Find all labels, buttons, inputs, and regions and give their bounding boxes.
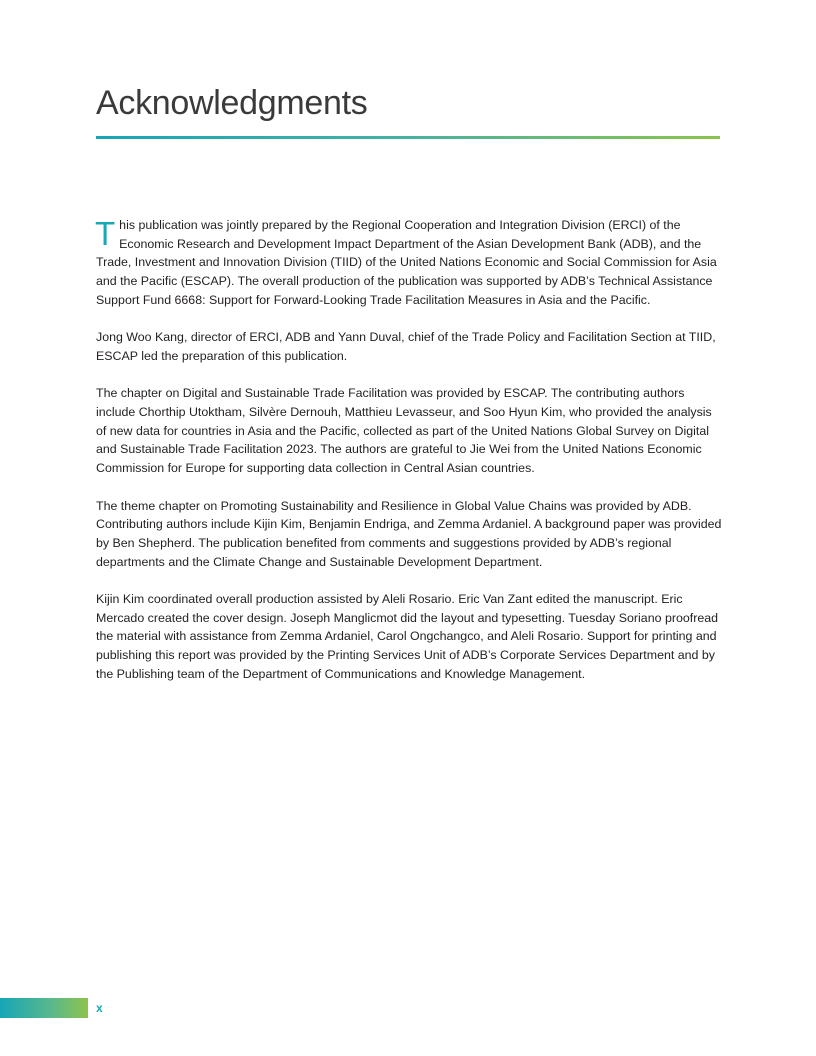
text-line: Eric Mercado created the cover design. Joseph Manglicmot did the layout and typesetting. Tuesday Soriano [96,592,683,625]
text-line: Contributing authors include Kijin Kim, Benjamin Endriga, and Zemma Ardaniel. A background paper was [96,517,671,532]
text-line: regional departments and the Climate Change and Sustainable Development Department. [96,535,672,569]
text-line: The chapter on Digital and Sustainable Trade Facilitation was provided by ESCAP. The contributing authors [96,386,685,401]
paragraph-digital-chapter [96,384,722,478]
text-line: include Chorthip Utoktham, Silvère Dernouh, Matthieu Levasseur, and Soo Hyun Kim, who provided the analysis [96,405,712,419]
paragraph-production [96,590,722,684]
text-line: the Trade, Investment and Innovation Division (TIID) of the United Nations Economic and Social Commission [96,236,702,270]
text-line: ESCAP led the preparation of this publication. [96,348,348,363]
text-line: for printing and publishing this report was provided by the Printing Services Unit of ADB’s Corporate Services [96,629,717,663]
text-line: Jong Woo Kang, director of ERCI, ADB and Yann Duval, chief of the Trade Policy and Facilitation Section at TIID, [96,330,716,345]
text-line: proofread the material with assistance from Zemma Ardaniel, Carol Ongchangco, and Aleli Rosario. Support [96,610,718,644]
text-line: Commission for Europe for supporting data collection in Central Asian countries. [96,461,535,476]
text-line: of new data for countries in Asia and the Pacific, collected as part of the United Nations Global Survey on Digital [96,423,709,438]
text-line: and Sustainable Trade Facilitation 2023. The authors are grateful to Jie Wei from the United Nations Economic [96,442,702,457]
drop-cap: T [95,215,116,252]
text-line: for Asia and the Pacific (ESCAP). The overall production of the publication was supported by ADB’s Technical [96,255,717,289]
paragraph-intro [96,216,722,310]
paragraph-theme-chapter [96,497,722,572]
text-line: Kijin Kim coordinated overall production assisted by Aleli Rosario. Eric Van Zant edited the manuscript. [96,592,658,606]
text-line: Economic Research and Development Impact Department of the Asian Development Bank (ADB), and [119,236,681,251]
text-line: provided by Ben Shepherd. The publication benefited from comments and suggestions provided by ADB’s [96,517,722,550]
text-line: The theme chapter on Promoting Sustainability and Resilience in Global Value Chains was provided by ADB. [96,498,692,513]
text-line: Assistance Support Fund 6668: Support for Forward-Looking Trade Facilitation Measures in Asia and the Pacific. [96,274,713,307]
text-line: Department and by the Publishing team of the Department of Communications and Knowledge Management. [96,648,715,681]
text-line: his publication was jointly prepared by the Regional Cooperation and Integration Division (ERCI) of the [119,218,681,232]
page-title: Acknowledgments [96,84,368,122]
paragraph-leads [96,328,722,365]
footer-color-bar [0,998,88,1018]
title-divider [96,136,720,139]
page-number: x [96,1001,103,1015]
body-text [96,216,722,702]
